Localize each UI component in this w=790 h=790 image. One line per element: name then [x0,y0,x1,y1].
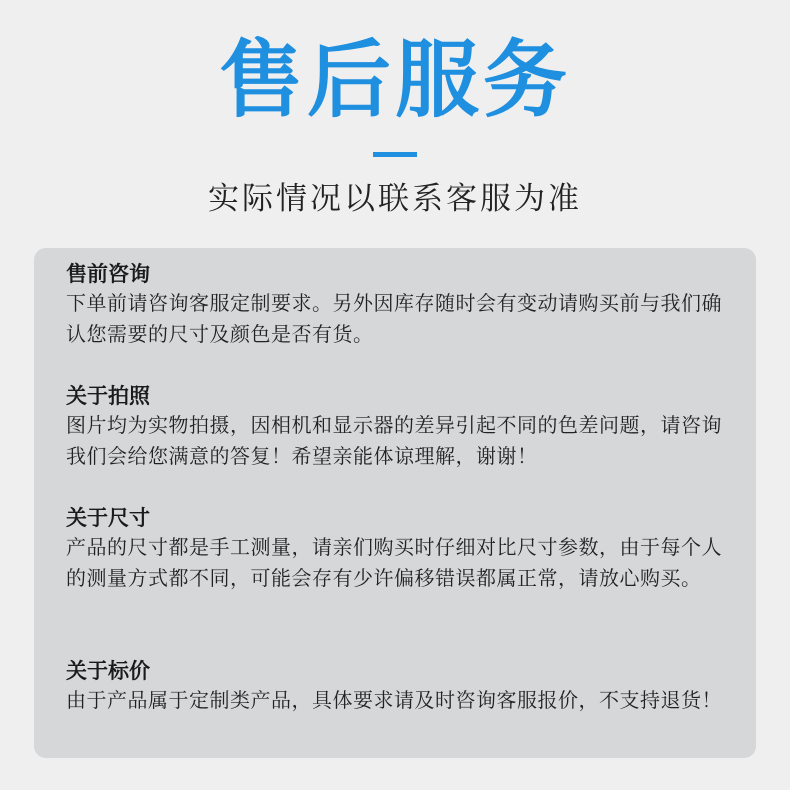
section-body: 由于产品属于定制类产品，具体要求请及时咨询客服报价，不支持退货！ [66,688,722,712]
section-body: 产品的尺寸都是手工测量，请亲们购买时仔细对比尺寸参数，由于每个人的测量方式都不同，可能会存有少许偏移错误都属正常，请放心购买。 [66,535,722,590]
section-about-photos [66,382,736,472]
page-title: 售后服务 [218,31,571,129]
section-pre-sale-consult [66,260,736,350]
section-heading: 关于拍照 [66,384,150,408]
title-underline-divider [373,152,417,157]
section-body: 图片均为实物拍摄，因相机和显示器的差异引起不同的色差问题，请咨询我们会给您满意的答复！希望亲能体谅理解，谢谢！ [66,413,722,468]
info-panel [34,248,756,758]
section-about-size [66,504,736,594]
section-heading: 关于标价 [66,659,150,683]
section-heading: 关于尺寸 [66,506,150,530]
section-heading: 售前咨询 [66,262,150,286]
page-subtitle: 实际情况以联系客服为准 [208,181,582,217]
section-about-pricing [66,657,736,716]
section-body: 下单前请咨询客服定制要求。另外因库存随时会有变动请购买前与我们确认您需要的尺寸及颜色是否有货。 [66,291,722,346]
